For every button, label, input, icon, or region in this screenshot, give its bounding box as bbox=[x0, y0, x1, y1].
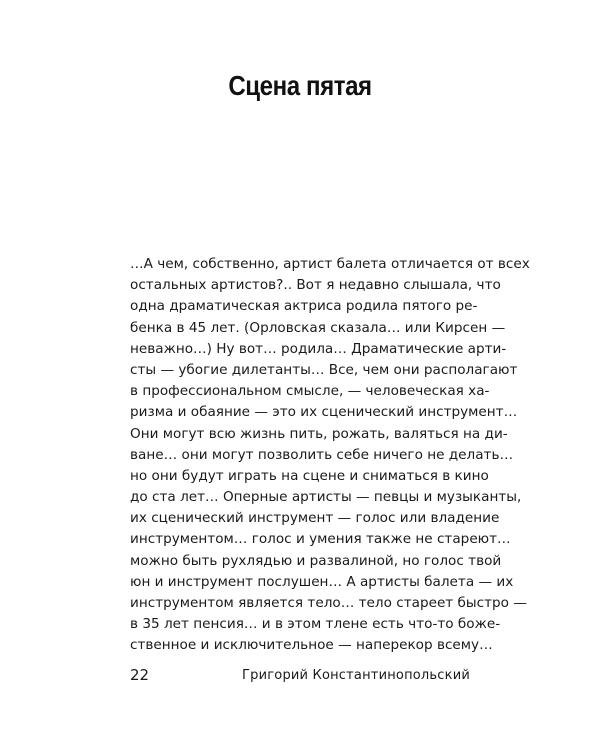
text-line: неважно…) Ну вот… родила… Драматические арти- bbox=[130, 340, 507, 357]
text-line: юн и инструмент послушен… А артисты балета — их bbox=[130, 573, 514, 590]
text-line: в 35 лет пенсия… и в этом тлене есть что-то боже- bbox=[130, 616, 501, 633]
text-line: ризма и обаяние — это их сценический инструмент… bbox=[130, 404, 518, 421]
text-line: но они будут играть на сцене и сниматься в кино bbox=[130, 467, 489, 484]
text-line: можно быть рухлядью и развалиной, но голос твой bbox=[130, 552, 502, 569]
text-line: до ста лет… Оперные артисты — певцы и музыканты, bbox=[130, 489, 522, 506]
text-line: их сценический инструмент — голос или владение bbox=[130, 510, 500, 527]
text-line: бенка в 45 лет. (Орловская сказала… или Кирсен — bbox=[130, 319, 506, 336]
text-line: ване… они могут позволить себе ничего не делать… bbox=[130, 446, 514, 463]
text-line: …А чем, собственно, артист балета отличается от всех bbox=[130, 256, 530, 272]
text-line: Они могут всю жизнь пить, рожать, валяться на ди- bbox=[130, 425, 508, 442]
text-line: остальных артистов?.. Вот я недавно слышала, что bbox=[130, 277, 501, 294]
text-line: ственное и исключительное — наперекор всему… bbox=[130, 637, 493, 654]
running-footer-author: Григорий Константинопольский bbox=[242, 668, 470, 683]
text-line: сты — убогие дилетанты… Все, чем они располагают bbox=[130, 361, 518, 378]
page-number: 22 bbox=[130, 666, 150, 684]
text-line: инструментом является тело… тело стареет быстро — bbox=[130, 595, 527, 611]
text-line: одна драматическая актриса родила пятого ре- bbox=[130, 298, 478, 315]
text-line: инструментом… голос и умения также не стареют… bbox=[130, 531, 511, 548]
body-text bbox=[130, 254, 530, 657]
text-line: в профессиональном смысле, — человеческая ха- bbox=[130, 383, 490, 400]
chapter-title: Сцена пятая bbox=[228, 70, 372, 101]
